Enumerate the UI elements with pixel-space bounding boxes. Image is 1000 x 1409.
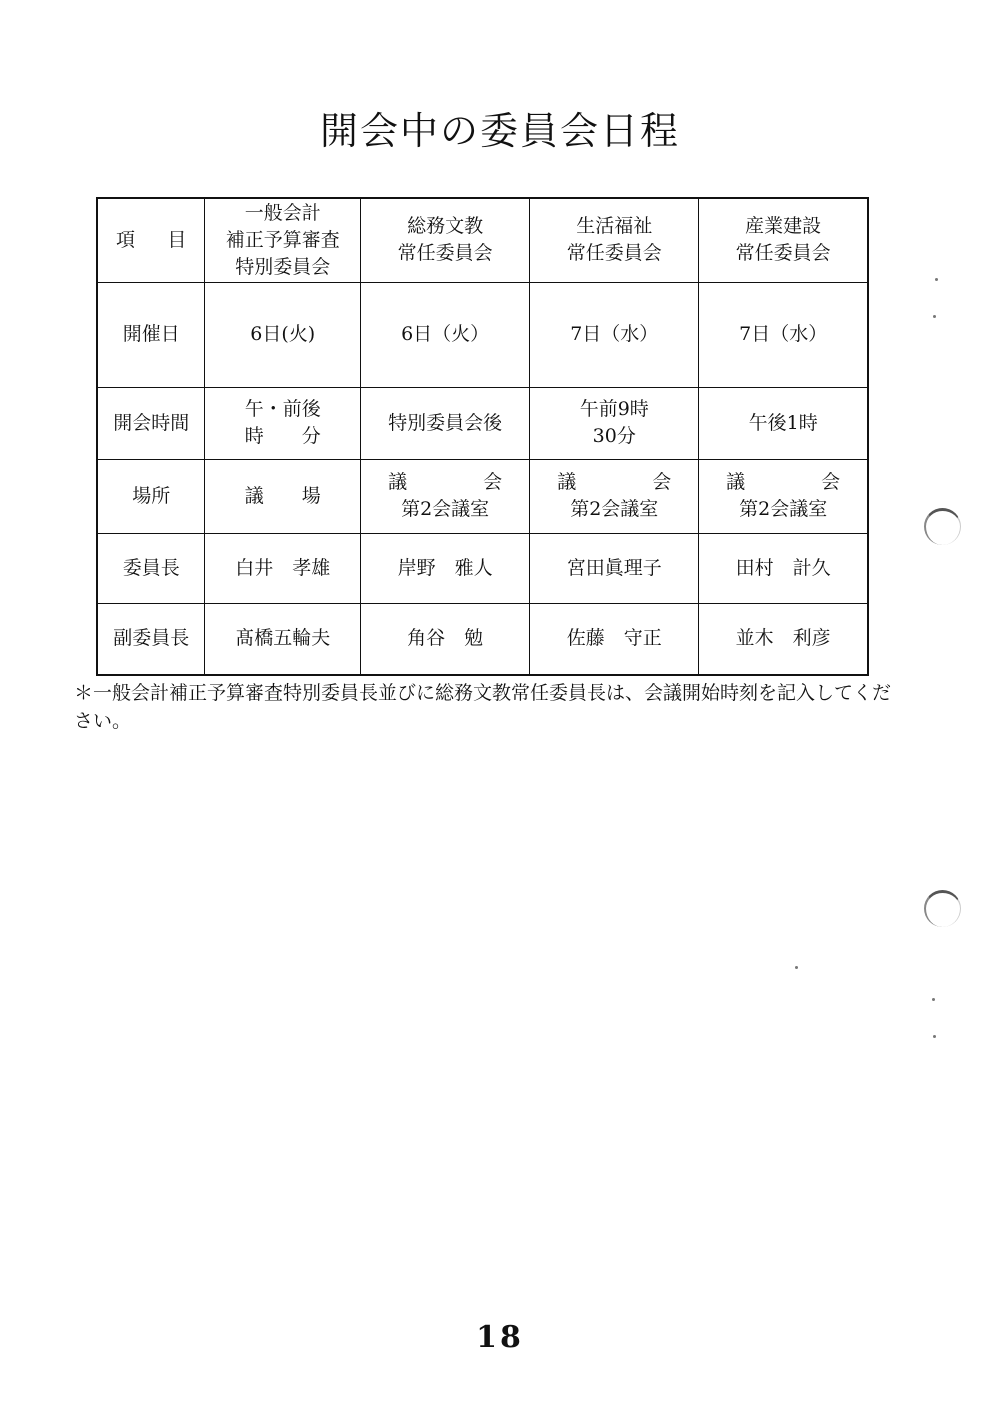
committee-header-cell: [205, 198, 361, 282]
committee-schedule-table: [96, 197, 869, 676]
table-cell: [361, 459, 530, 533]
cell-text: 午後1時: [748, 411, 818, 434]
cell-text: 並木 利彦: [735, 627, 831, 650]
table-cell: [699, 603, 868, 675]
table-cell: [530, 387, 699, 459]
cell-text: 岸野 雅人: [397, 556, 493, 579]
table-cell: [361, 387, 530, 459]
meeting-date-row: [97, 282, 868, 387]
row-label: 委員長: [122, 556, 180, 579]
table-cell: [699, 533, 868, 603]
cell-text: 第2会議室: [401, 498, 490, 520]
cell-text: 佐藤 守正: [566, 627, 662, 650]
table-cell: [530, 282, 699, 387]
chairperson-row: [97, 533, 868, 603]
row-label-cell: [97, 459, 205, 533]
cell-text: 髙橋五輪夫: [235, 627, 331, 650]
table-cell: [699, 282, 868, 387]
committee-header-cell: [699, 198, 868, 282]
table-cell: [699, 387, 868, 459]
page-title: 開会中の委員会日程: [319, 109, 680, 153]
scan-speck: [932, 998, 935, 1001]
committee-name-line: 産業建設: [745, 215, 822, 238]
committee-header-cell: [361, 198, 530, 282]
scan-speck: [795, 966, 798, 969]
punch-hole-mark: [924, 890, 961, 927]
table-cell: [205, 459, 361, 533]
table-cell: [361, 533, 530, 603]
header-label-char-1: 項: [116, 228, 136, 251]
cell-text: 30分: [592, 425, 636, 447]
table-cell: [530, 603, 699, 675]
table-cell: [205, 282, 361, 387]
row-label-cell: [97, 282, 205, 387]
cell-text: 議 会: [388, 471, 503, 493]
cell-text: 7日（水）: [570, 323, 659, 345]
header-label-char-2: 目: [167, 228, 187, 251]
table-cell: [361, 282, 530, 387]
scan-speck: [933, 315, 936, 318]
cell-text: 午前9時: [579, 398, 649, 420]
cell-text: 議 会: [726, 471, 841, 493]
row-label: 場所: [132, 484, 171, 507]
committee-name-line: 補正予算審査: [225, 228, 340, 251]
committee-name-line: 総務文教: [407, 215, 484, 238]
table-cell: [205, 533, 361, 603]
table-cell: [205, 387, 361, 459]
meeting-time-row: [97, 387, 868, 459]
cell-text: 角谷 勉: [407, 627, 484, 650]
row-label-cell: [97, 603, 205, 675]
committee-name-line: 常任委員会: [397, 242, 493, 265]
committee-name-line: 常任委員会: [735, 242, 831, 265]
page-number: 18: [476, 1320, 524, 1355]
cell-text: 議 会: [557, 471, 672, 493]
cell-text: 7日（水）: [739, 323, 828, 345]
committee-name-line: 生活福祉: [576, 215, 653, 238]
header-row: [97, 198, 868, 282]
scan-speck: [935, 278, 938, 281]
table-cell: [361, 603, 530, 675]
table-cell: [530, 459, 699, 533]
row-label: 副委員長: [113, 627, 190, 650]
cell-text: 白井 孝雄: [235, 556, 331, 579]
cell-text: 時 分: [244, 425, 321, 447]
footnote: ＊一般会計補正予算審査特別委員長並びに総務文教常任委員長は、会議開始時刻を記入してください。: [74, 682, 892, 732]
cell-text: 第2会議室: [739, 498, 828, 520]
committee-name-line: 常任委員会: [566, 242, 662, 265]
scan-speck: [933, 1035, 936, 1038]
header-label-cell: [97, 198, 205, 282]
cell-text: 田村 計久: [735, 556, 831, 579]
cell-text: 議 場: [244, 484, 321, 507]
committee-header-cell: [530, 198, 699, 282]
row-label-cell: [97, 533, 205, 603]
cell-text: 宮田眞理子: [566, 556, 662, 579]
row-label: 開催日: [122, 323, 180, 345]
row-label-cell: [97, 387, 205, 459]
venue-row: [97, 459, 868, 533]
row-label: 開会時間: [113, 411, 190, 434]
cell-text: 第2会議室: [570, 498, 659, 520]
vice-chairperson-row: [97, 603, 868, 675]
committee-name-line: 一般会計: [244, 201, 321, 224]
cell-text: 6日(火): [250, 323, 316, 345]
table-cell: [699, 459, 868, 533]
punch-hole-mark: [924, 508, 961, 545]
cell-text: 6日（火）: [401, 323, 490, 345]
header-label: [102, 227, 200, 254]
table-cell: [530, 533, 699, 603]
committee-name-line: 特別委員会: [235, 255, 331, 278]
cell-text: 午・前後: [244, 398, 321, 420]
table-cell: [205, 603, 361, 675]
cell-text: 特別委員会後: [388, 411, 503, 434]
